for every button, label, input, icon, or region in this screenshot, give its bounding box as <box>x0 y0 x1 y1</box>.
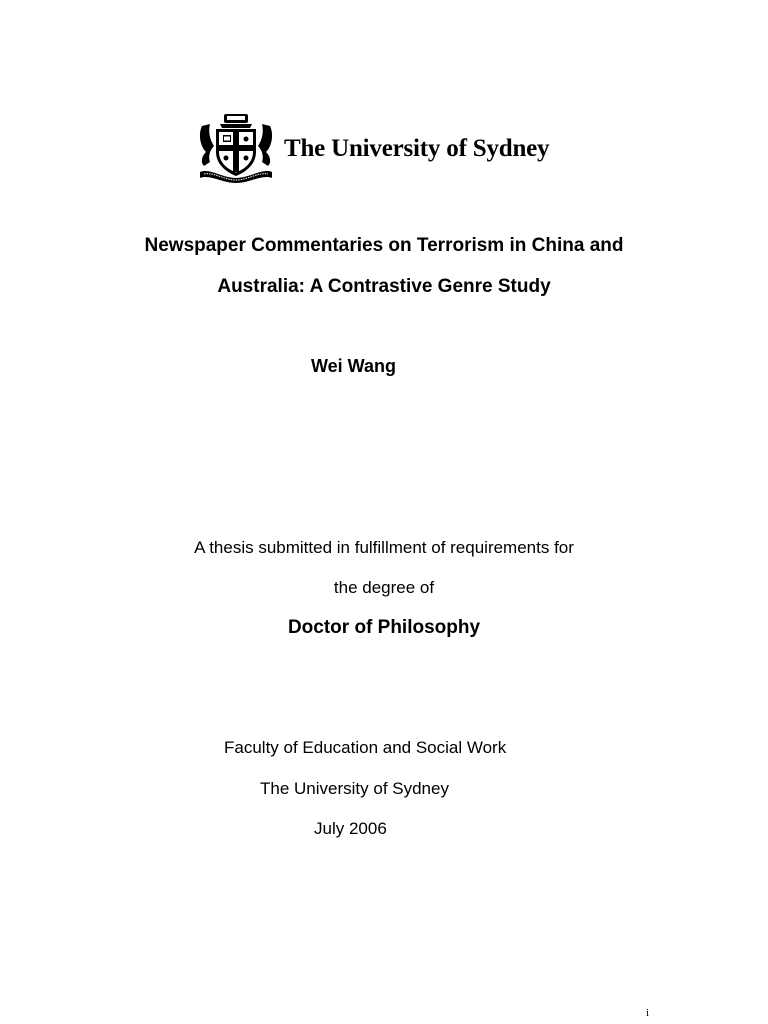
thesis-title-line-2: Australia: A Contrastive Genre Study <box>217 276 551 297</box>
institution-name: The University of Sydney <box>260 779 449 798</box>
degree-name: Doctor of Philosophy <box>287 617 481 638</box>
university-crest-icon <box>196 112 276 184</box>
submission-statement-line-2: the degree of <box>333 578 435 597</box>
submission-statement-line-1: A thesis submitted in fulfillment of requirements for <box>194 538 574 557</box>
university-wordmark: The University of Sydney <box>284 134 550 162</box>
submission-date: July 2006 <box>314 819 387 838</box>
thesis-title-line-1: Newspaper Commentaries on Terrorism in China and <box>144 235 624 256</box>
faculty-name: Faculty of Education and Social Work <box>224 738 507 757</box>
page-number: i <box>646 1007 650 1019</box>
author-name: Wei Wang <box>311 356 396 376</box>
university-logo <box>196 112 550 184</box>
